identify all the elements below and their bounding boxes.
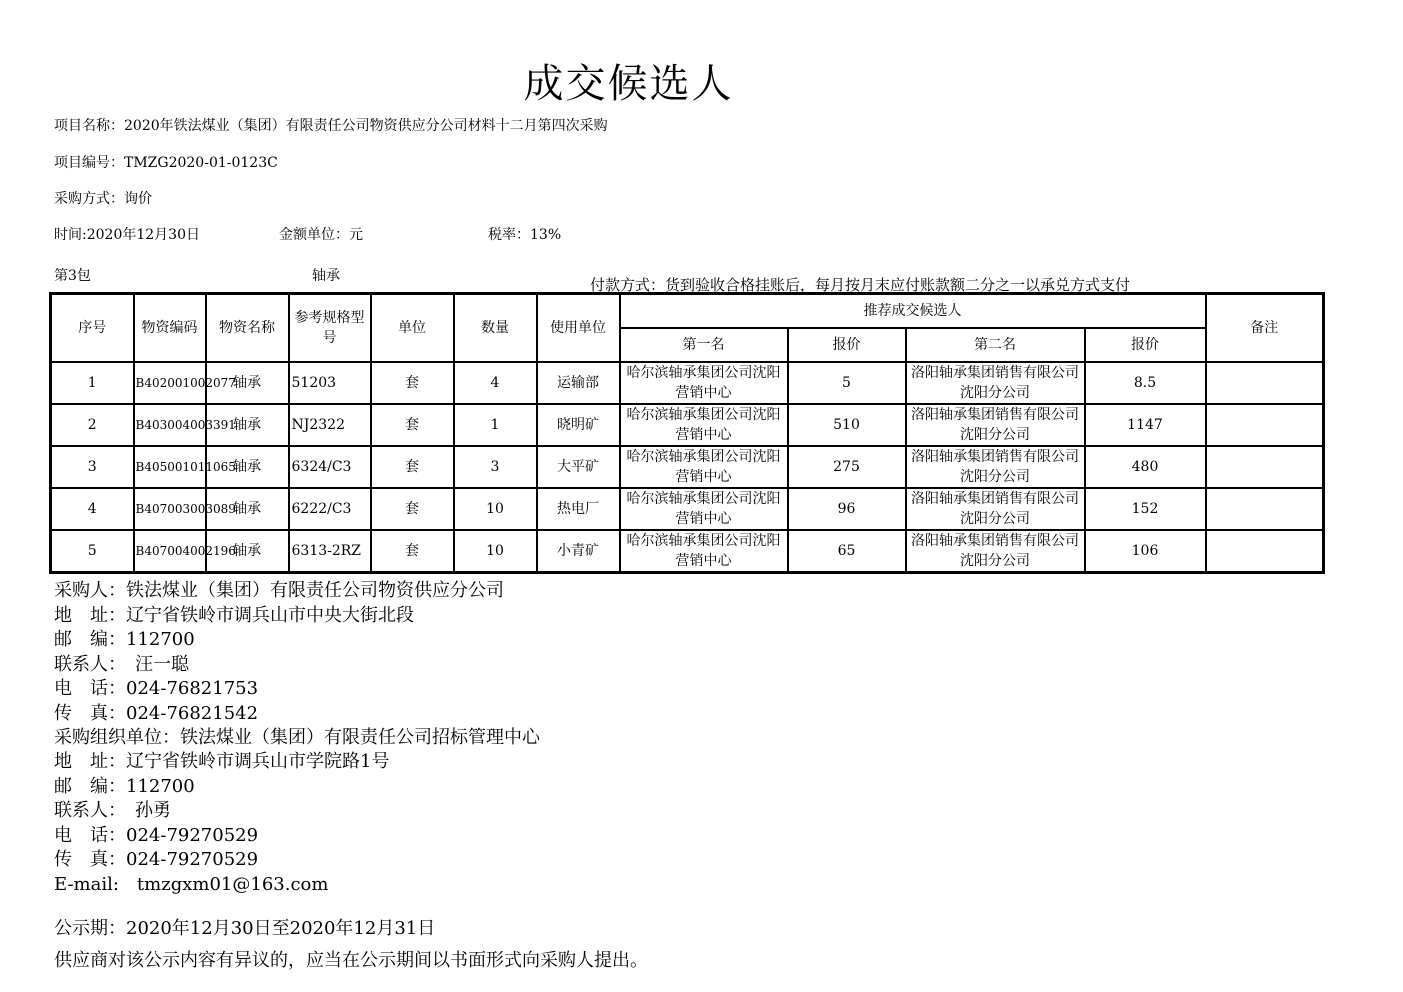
header-second: 第二名 — [906, 328, 1085, 362]
candidate-table — [49, 292, 1325, 574]
header-name: 物资名称 — [206, 294, 289, 363]
cell-name: 轴承 — [206, 488, 289, 530]
cell-qty: 1 — [454, 404, 537, 446]
table-row — [51, 488, 1324, 530]
cell-remark — [1206, 362, 1324, 404]
cell-seq: 3 — [51, 446, 134, 488]
cell-user: 晓明矿 — [537, 404, 620, 446]
cell-seq: 4 — [51, 488, 134, 530]
notice-period: 公示期：2020年12月30日至2020年12月31日 — [54, 918, 436, 939]
header-price1: 报价 — [788, 328, 906, 362]
cell-user: 大平矿 — [537, 446, 620, 488]
cell-unit: 套 — [371, 446, 454, 488]
cell-second: 洛阳轴承集团销售有限公司沈阳分公司 — [906, 530, 1085, 573]
cell-name: 轴承 — [206, 404, 289, 446]
cell-user: 小青矿 — [537, 530, 620, 573]
header-code: 物资编码 — [134, 294, 206, 363]
cell-second: 洛阳轴承集团销售有限公司沈阳分公司 — [906, 446, 1085, 488]
cell-first: 哈尔滨轴承集团公司沈阳营销中心 — [620, 404, 788, 446]
organizer-contact: 联系人： 孙勇 — [54, 800, 171, 821]
package-item: 轴承 — [312, 268, 340, 284]
cell-price1: 510 — [788, 404, 906, 446]
payment-terms: 付款方式：货到验收合格挂账后，每月按月末应付账款额二分之一以承兑方式支付 — [590, 276, 1131, 294]
header-remark: 备注 — [1206, 294, 1324, 363]
time: 时间:2020年12月30日 — [54, 227, 200, 243]
organizer-email: E-mail: tmzgxm01@163.com — [54, 874, 329, 895]
cell-code: B407003003089 — [134, 488, 206, 530]
table-row — [51, 530, 1324, 573]
project-code: 项目编号：TMZG2020-01-0123C — [54, 155, 278, 171]
purchaser-postcode: 邮 编：112700 — [54, 629, 195, 650]
cell-name: 轴承 — [206, 362, 289, 404]
cell-remark — [1206, 488, 1324, 530]
cell-remark — [1206, 404, 1324, 446]
cell-spec: 6222/C3 — [289, 488, 371, 530]
cell-name: 轴承 — [206, 446, 289, 488]
table-row — [51, 362, 1324, 404]
objection-note: 供应商对该公示内容有异议的，应当在公示期间以书面形式向采购人提出。 — [54, 950, 648, 971]
purchaser: 采购人：铁法煤业（集团）有限责任公司物资供应分公司 — [54, 580, 504, 601]
purchaser-address: 地 址：辽宁省铁岭市调兵山市中央大街北段 — [54, 605, 414, 626]
cell-user: 运输部 — [537, 362, 620, 404]
cell-name: 轴承 — [206, 530, 289, 573]
cell-seq: 1 — [51, 362, 134, 404]
project-name: 项目名称：2020年铁法煤业（集团）有限责任公司物资供应分公司材料十二月第四次采购 — [54, 118, 608, 134]
purchaser-contact: 联系人： 汪一聪 — [54, 654, 189, 675]
cell-unit: 套 — [371, 404, 454, 446]
cell-price2: 152 — [1085, 488, 1206, 530]
cell-code: B403004003391 — [134, 404, 206, 446]
cell-user: 热电厂 — [537, 488, 620, 530]
cell-code: B405001011065 — [134, 446, 206, 488]
header-first: 第一名 — [620, 328, 788, 362]
header-price2: 报价 — [1085, 328, 1206, 362]
header-recommended: 推荐成交候选人 — [620, 294, 1206, 329]
cell-first: 哈尔滨轴承集团公司沈阳营销中心 — [620, 488, 788, 530]
cell-price2: 480 — [1085, 446, 1206, 488]
organizer-address: 地 址：辽宁省铁岭市调兵山市学院路1号 — [54, 751, 390, 772]
table-row — [51, 446, 1324, 488]
table-row — [51, 404, 1324, 446]
currency-unit: 金额单位：元 — [279, 227, 363, 243]
purchaser-fax: 传 真：024-76821542 — [54, 703, 259, 724]
cell-seq: 5 — [51, 530, 134, 573]
cell-first: 哈尔滨轴承集团公司沈阳营销中心 — [620, 446, 788, 488]
cell-remark — [1206, 530, 1324, 573]
cell-unit: 套 — [371, 530, 454, 573]
cell-second: 洛阳轴承集团销售有限公司沈阳分公司 — [906, 362, 1085, 404]
purchaser-phone: 电 话：024-76821753 — [54, 678, 259, 699]
cell-first: 哈尔滨轴承集团公司沈阳营销中心 — [620, 362, 788, 404]
organizer: 采购组织单位：铁法煤业（集团）有限责任公司招标管理中心 — [54, 727, 540, 748]
cell-second: 洛阳轴承集团销售有限公司沈阳分公司 — [906, 404, 1085, 446]
header-user: 使用单位 — [537, 294, 620, 363]
package-number: 第3包 — [54, 268, 91, 284]
cell-second: 洛阳轴承集团销售有限公司沈阳分公司 — [906, 488, 1085, 530]
cell-qty: 10 — [454, 488, 537, 530]
page-title: 成交候选人 — [523, 61, 734, 107]
cell-code: B407004002196 — [134, 530, 206, 573]
header-qty: 数量 — [454, 294, 537, 363]
cell-qty: 3 — [454, 446, 537, 488]
header-unit: 单位 — [371, 294, 454, 363]
cell-price2: 1147 — [1085, 404, 1206, 446]
cell-spec: 6324/C3 — [289, 446, 371, 488]
cell-spec: 51203 — [289, 362, 371, 404]
cell-unit: 套 — [371, 488, 454, 530]
organizer-postcode: 邮 编：112700 — [54, 776, 195, 797]
header-spec: 参考规格型号 — [289, 294, 371, 363]
organizer-phone: 电 话：024-79270529 — [54, 825, 259, 846]
cell-spec: 6313-2RZ — [289, 530, 371, 573]
cell-price1: 65 — [788, 530, 906, 573]
cell-spec: NJ2322 — [289, 404, 371, 446]
cell-price1: 275 — [788, 446, 906, 488]
cell-remark — [1206, 446, 1324, 488]
cell-price2: 106 — [1085, 530, 1206, 573]
cell-price2: 8.5 — [1085, 362, 1206, 404]
cell-code: B402001002077 — [134, 362, 206, 404]
cell-price1: 96 — [788, 488, 906, 530]
cell-seq: 2 — [51, 404, 134, 446]
tax-rate: 税率：13% — [488, 227, 562, 243]
cell-unit: 套 — [371, 362, 454, 404]
cell-first: 哈尔滨轴承集团公司沈阳营销中心 — [620, 530, 788, 573]
header-seq: 序号 — [51, 294, 134, 363]
cell-qty: 4 — [454, 362, 537, 404]
cell-price1: 5 — [788, 362, 906, 404]
purchase-method: 采购方式：询价 — [54, 191, 152, 207]
organizer-fax: 传 真：024-79270529 — [54, 849, 259, 870]
cell-qty: 10 — [454, 530, 537, 573]
